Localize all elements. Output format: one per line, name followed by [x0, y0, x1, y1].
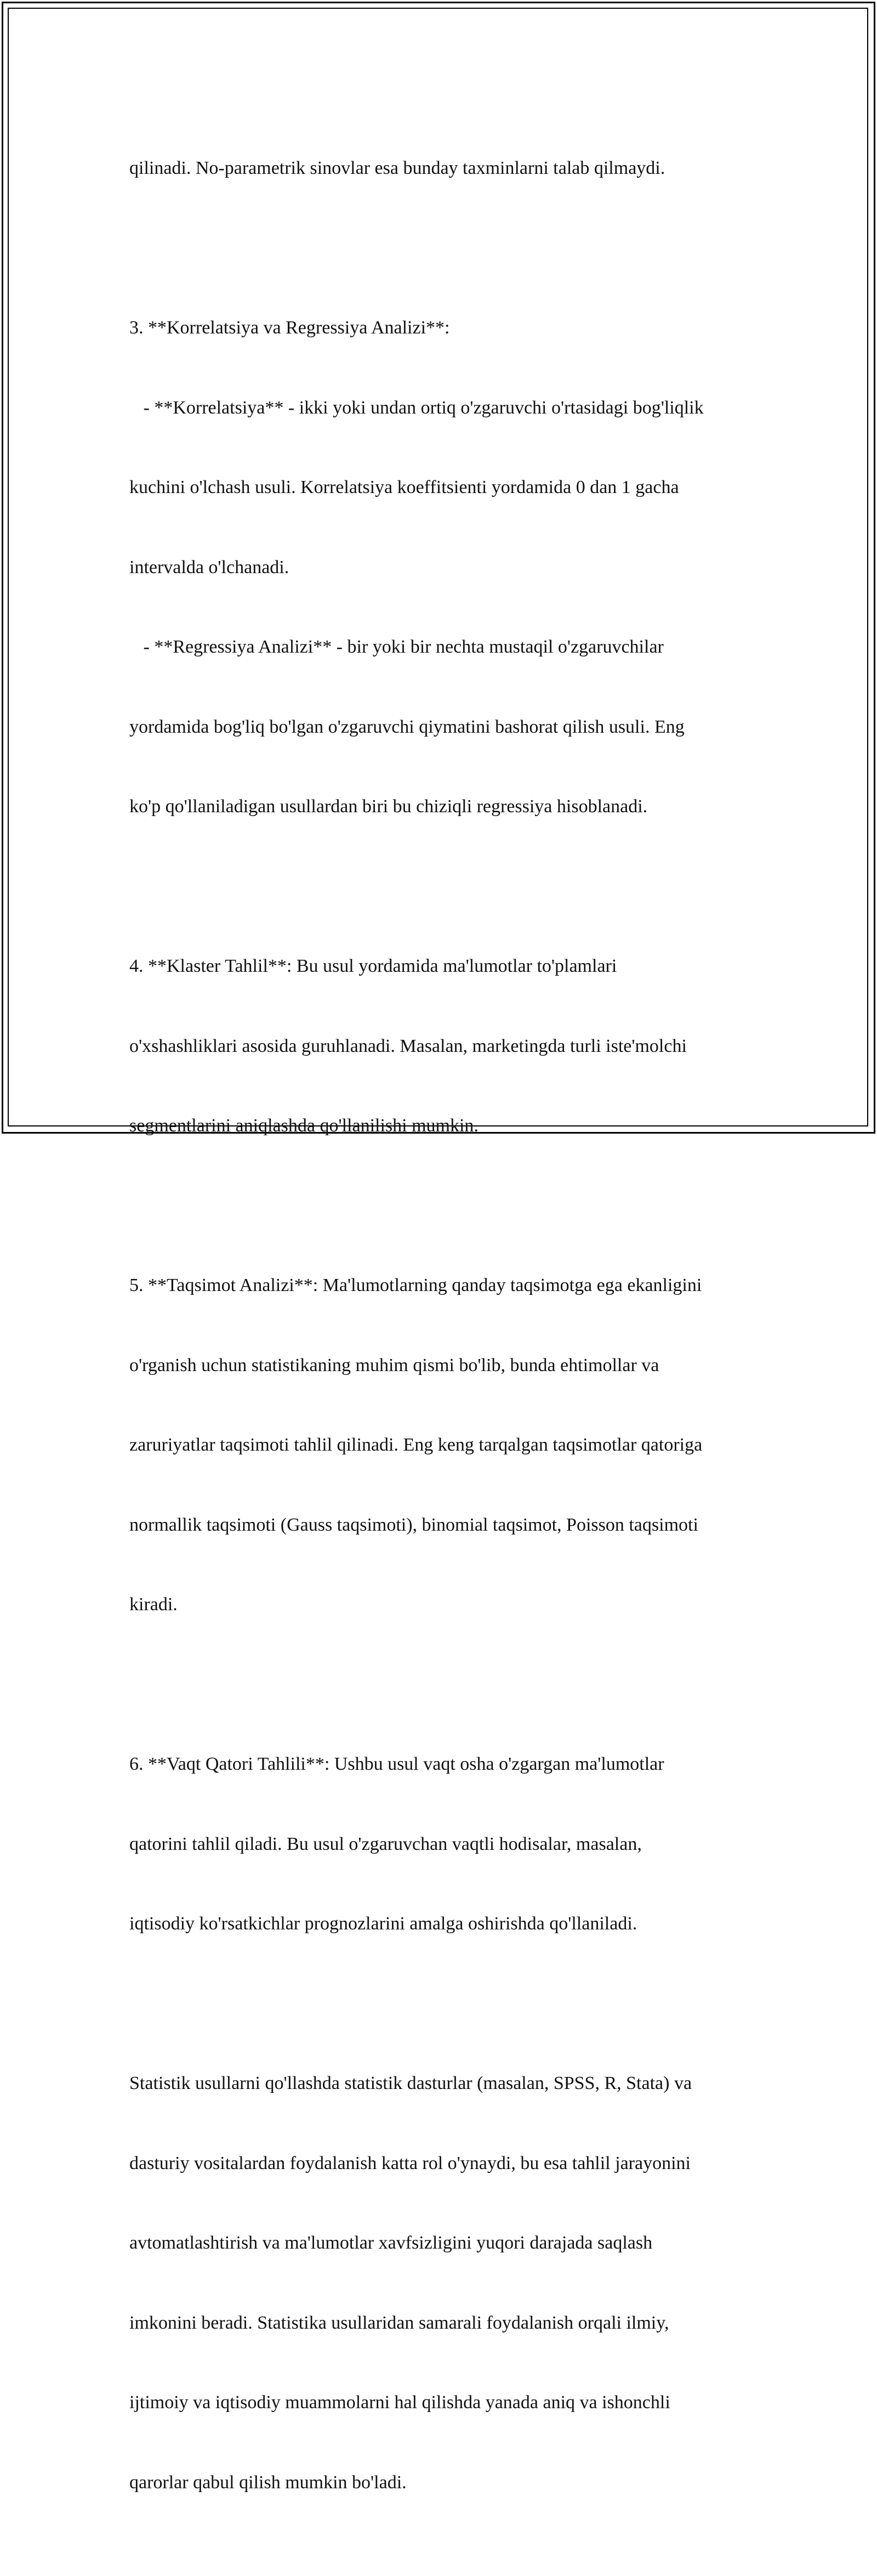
- paragraph-conclusion: [129, 2017, 765, 2549]
- text-line: segmentlarini aniqlashda qo'llanilishi mumkin.: [129, 1116, 479, 1136]
- text-line: zaruriyatlar taqsimoti tahlil qilinadi. Eng keng tarqalgan taqsimotlar qatoriga: [129, 1435, 703, 1455]
- text-line: ko'p qo'llaniladigan usullardan biri bu chiziqli regressiya hisoblanadi.: [129, 796, 648, 817]
- text-line: avtomatlashtirish va ma'lumotlar xavfsizligini yuqori darajada saqlash: [129, 2233, 653, 2253]
- paragraph-cluster-analysis: [129, 900, 765, 1193]
- text-line: imkonini beradi. Statistika usullaridan samarali foydalanish orqali ilmiy,: [129, 2312, 669, 2333]
- text-line: 5. **Taqsimot Analizi**: Ma'lumotlarning qanday taqsimotga ega ekanligini: [129, 1275, 702, 1295]
- text-line: o'xshashliklari asosida guruhlanadi. Masalan, marketingda turli iste'molchi: [129, 1035, 687, 1056]
- text-line: 4. **Klaster Tahlil**: Bu usul yordamida ma'lumotlar to'plamlari: [129, 956, 617, 976]
- text-line: iqtisodiy ko'rsatkichlar prognozlarini amalga oshirishda qo'llaniladi.: [129, 1913, 637, 1934]
- text-line: qatorini tahlil qiladi. Bu usul o'zgaruvchan vaqtli hodisalar, masalan,: [129, 1833, 642, 1854]
- paragraph-continuation: [129, 102, 765, 235]
- text-line: - **Regressiya Analizi** - bir yoki bir nechta mustaqil o'zgaruvchilar: [129, 637, 664, 657]
- text-line: qarorlar qabul qilish mumkin bo'ladi.: [129, 2472, 407, 2493]
- text-line: intervalda o'lchanadi.: [129, 557, 289, 578]
- paragraph-correlation-regression: [129, 262, 765, 874]
- text-line: Statistik usullarni qo'llashda statistik dasturlar (masalan, SPSS, R, Stata) va: [129, 2073, 692, 2093]
- text-line: kiradi.: [129, 1594, 178, 1615]
- text-line: yordamida bog'liq bo'lgan o'zgaruvchi qiymatini bashorat qilish usuli. Eng: [129, 716, 685, 737]
- text-line: qilinadi. No-parametrik sinovlar esa bunday taxminlarni talab qilmaydi.: [129, 158, 665, 178]
- text-line: 6. **Vaqt Qatori Tahlili**: Ushbu usul vaqt osha o'zgargan ma'lumotlar: [129, 1754, 664, 1774]
- paragraph-distribution-analysis: [129, 1219, 765, 1672]
- paragraph-time-series: [129, 1698, 765, 1991]
- text-line: normallik taqsimoti (Gauss taqsimoti), binomial taqsimot, Poisson taqsimoti: [129, 1514, 698, 1535]
- text-line: ijtimoiy va iqtisodiy muammolarni hal qilishda yanada aniq va ishonchli: [129, 2392, 670, 2413]
- text-line: - **Korrelatsiya** - ikki yoki undan ortiq o'zgaruvchi o'rtasidagi bog'liqlik: [129, 397, 704, 418]
- text-line: kuchini o'lchash usuli. Korrelatsiya koeffitsienti yordamida 0 dan 1 gacha: [129, 477, 679, 497]
- document-body: [129, 102, 765, 2576]
- text-line: o'rganish uchun statistikaning muhim qismi bo'lib, bunda ehtimollar va: [129, 1355, 659, 1375]
- text-line: dasturiy vositalardan foydalanish katta rol o'ynaydi, bu esa tahlil jarayonini: [129, 2153, 691, 2173]
- text-line: 3. **Korrelatsiya va Regressiya Analizi**:: [129, 318, 450, 338]
